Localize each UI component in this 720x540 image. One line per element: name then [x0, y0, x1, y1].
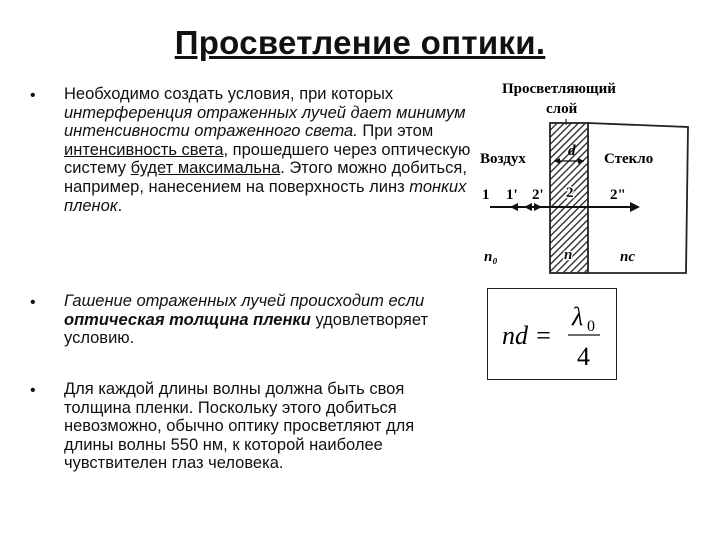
formula-numerator: λ	[572, 302, 584, 331]
n0-label: n₀	[484, 249, 498, 265]
formula-box	[487, 288, 617, 380]
n-label: n	[564, 247, 573, 263]
nc-label: nс	[620, 249, 635, 265]
b1-part-2: интерференция отраженных лучей дает минимум интенсивности отраженного света.	[64, 103, 466, 141]
layer-label-1: Просветляющий	[502, 81, 616, 97]
formula-lhs: nd =	[502, 321, 553, 350]
b2-part-1: Гашение отраженных лучей происходит если	[64, 292, 425, 310]
b1-part-5: , прошедшего через оптическую систему	[64, 140, 471, 178]
transmitted-arrow	[630, 202, 640, 212]
glass-outline	[588, 123, 688, 273]
ray-label-2prime: 2'	[532, 187, 544, 203]
formula-numerator-sub: 0	[587, 318, 595, 335]
b1-part-4: интенсивность света	[64, 140, 224, 159]
bullet-marker-1: •	[30, 87, 36, 104]
b1-part-6: будет максимальна	[130, 159, 281, 178]
layer-label-2: слой	[546, 101, 578, 117]
incident-arrow	[534, 203, 542, 211]
bullet-text-3	[64, 380, 464, 473]
formula-denominator: 4	[577, 342, 590, 371]
ray-label-1: 1	[482, 187, 490, 203]
b1-part-3: При этом	[357, 122, 434, 141]
b2-part-2: оптическая толщина пленки	[64, 310, 311, 329]
b1-part-1: Необходимо создать условия, при которых	[64, 85, 394, 103]
bullet-text-1	[64, 85, 474, 215]
ray-label-1prime: 1'	[506, 187, 518, 203]
bullet-marker-2: •	[30, 294, 36, 311]
ray-label-2: 2	[566, 185, 574, 201]
b1-part-9: .	[117, 196, 123, 215]
slide-title: Просветление оптики.	[174, 24, 546, 61]
b3-part-1: Для каждой длины волны должна быть своя толщина пленки. Поскольку этого добиться невозможно, обычно оптику просветляют для длины волны 550 нм, к которой наиболее чувствителен глаз человека.	[64, 380, 415, 473]
reflected-arrow-2	[524, 203, 532, 211]
ray-label-2dprime: 2"	[610, 187, 626, 203]
thin-film-diagram	[470, 75, 692, 275]
thickness-label: d	[568, 143, 576, 159]
reflected-arrow-1	[510, 203, 518, 211]
b2-part-3: удовлетворяет условию.	[64, 310, 429, 348]
formula	[488, 289, 616, 379]
glass-label: Стекло	[604, 151, 654, 167]
bullet-marker-3: •	[30, 382, 36, 399]
b1-part-7: . Этого можно добиться, например, нанесением на поверхность линз	[64, 159, 467, 196]
air-label: Воздух	[480, 151, 526, 167]
bullet-text-2	[64, 292, 464, 348]
b1-part-8: тонких пленок	[64, 177, 467, 215]
